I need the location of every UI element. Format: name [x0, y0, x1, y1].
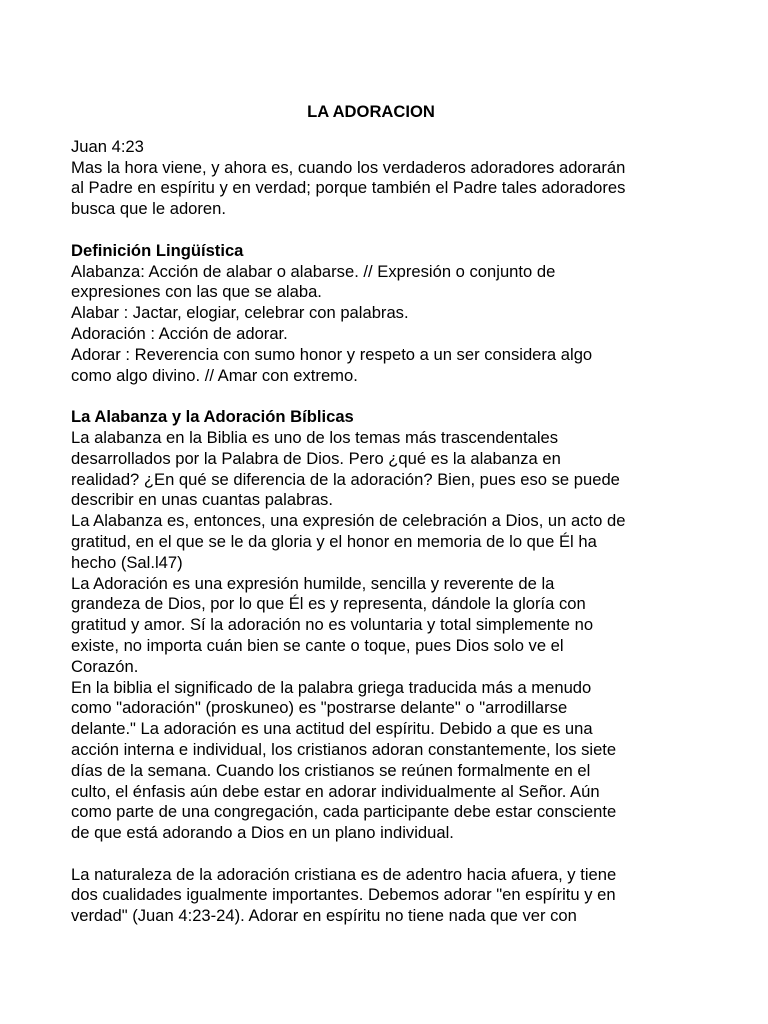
text-line: hecho (Sal.l47): [71, 552, 183, 572]
text-line: Juan 4:23: [71, 136, 144, 156]
text-line: Alabanza: Acción de alabar o alabarse. // Expresión o conjunto de: [71, 261, 556, 281]
text-line: como parte de una congregación, cada participante debe estar consciente: [71, 802, 617, 822]
document-section: [71, 407, 671, 844]
text-line: expresiones con las que se alaba.: [71, 282, 322, 302]
document-section: [71, 137, 671, 220]
document-page: [71, 102, 671, 927]
text-line: días de la semana. Cuando los cristianos se reúnen formalmente en el: [71, 760, 591, 780]
paragraph-gap: [71, 844, 671, 865]
text-line: La Adoración es una expresión humilde, sencilla y reverente de la: [71, 573, 555, 593]
paragraph-gap: [71, 386, 671, 407]
text-line: grandeza de Dios, por lo que Él es y representa, dándole la gloría con: [71, 594, 586, 614]
text-line: Alabar : Jactar, elogiar, celebrar con palabras.: [71, 303, 409, 323]
document-section: [71, 865, 671, 927]
text-line: existe, no importa cuán bien se cante o toque, pues Dios solo ve el: [71, 635, 564, 655]
text-line: desarrollados por la Palabra de Dios. Pero ¿qué es la alabanza en: [71, 448, 561, 468]
section-heading: La Alabanza y la Adoración Bíblicas: [71, 407, 354, 427]
text-line: Mas la hora viene, y ahora es, cuando los verdaderos adoradores adorarán: [71, 157, 626, 177]
text-line: acción interna e individual, los cristianos adoran constantemente, los siete: [71, 739, 617, 759]
text-line: gratitud y amor. Sí la adoración no es voluntaria y total simplemente no: [71, 615, 594, 635]
text-line: gratitud, en el que se le da gloria y el honor en memoria de lo que Él ha: [71, 531, 597, 551]
text-line: Adoración : Acción de adorar.: [71, 323, 288, 343]
text-line: dos cualidades igualmente importantes. Debemos adorar "en espíritu y en: [71, 885, 616, 905]
text-line: Adorar : Reverencia con sumo honor y respeto a un ser considera algo: [71, 344, 593, 364]
text-line: realidad? ¿En qué se diferencia de la adoración? Bien, pues eso se puede: [71, 469, 620, 489]
text-line: En la biblia el significado de la palabra griega traducida más a menudo: [71, 677, 592, 697]
paragraph-gap: [71, 220, 671, 241]
text-line: verdad" (Juan 4:23-24). Adorar en espíritu no tiene nada que ver con: [71, 906, 577, 926]
text-line: de que está adorando a Dios en un plano individual.: [71, 823, 454, 843]
text-line: busca que le adoren.: [71, 199, 226, 219]
text-line: La alabanza en la Biblia es uno de los temas más trascendentales: [71, 427, 559, 447]
document-title: LA ADORACION: [307, 102, 435, 121]
text-line: La Alabanza es, entonces, una expresión de celebración a Dios, un acto de: [71, 511, 626, 531]
section-heading: Definición Lingüística: [71, 240, 244, 260]
text-line: culto, el énfasis aún debe estar en adorar individualmente al Señor. Aún: [71, 781, 600, 801]
text-line: delante." La adoración es una actitud del espíritu. Debido a que es una: [71, 719, 593, 739]
document-section: [71, 241, 671, 387]
text-line: como "adoración" (proskuneo) es "postrarse delante" o "arrodillarse: [71, 698, 568, 718]
text-line: como algo divino. // Amar con extremo.: [71, 365, 358, 385]
text-line: describir en unas cuantas palabras.: [71, 490, 333, 510]
text-line: Corazón.: [71, 656, 139, 676]
document-body: [71, 137, 671, 927]
text-line: al Padre en espíritu y en verdad; porque también el Padre tales adoradores: [71, 178, 626, 198]
text-line: La naturaleza de la adoración cristiana es de adentro hacia afuera, y tiene: [71, 864, 617, 884]
